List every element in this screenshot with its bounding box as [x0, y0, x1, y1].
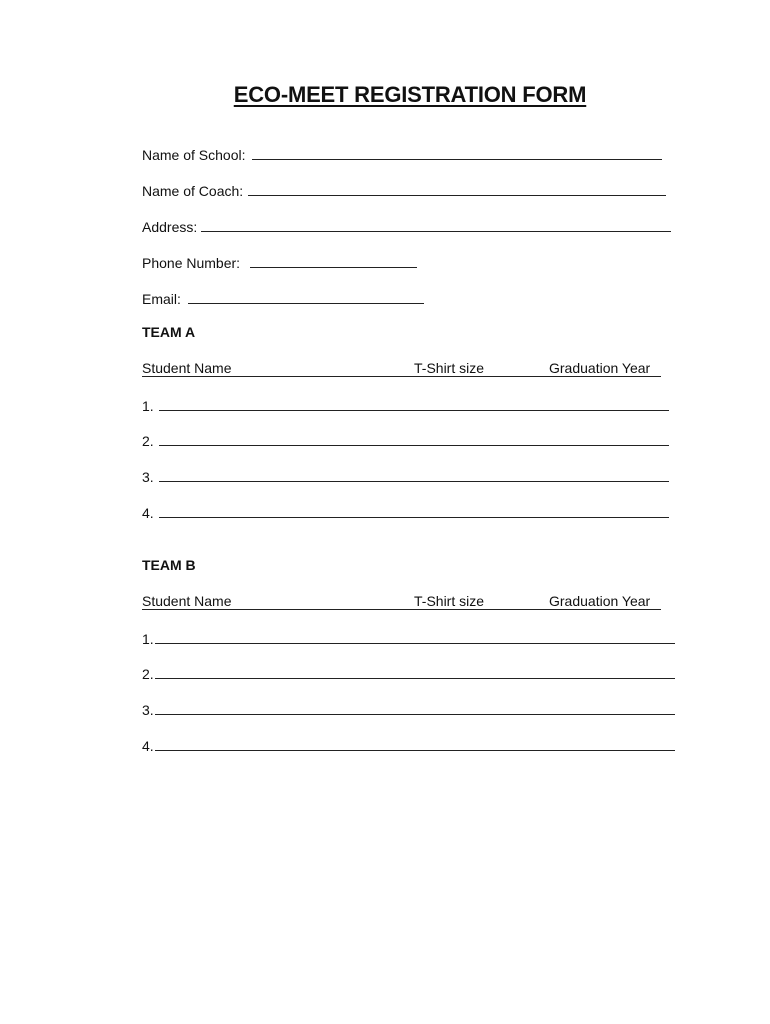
team-b-row-number: 2.	[142, 666, 154, 682]
address-label: Address:	[142, 219, 198, 235]
team-b-row-number: 3.	[142, 702, 154, 718]
team-a-header-underline-3	[549, 375, 661, 377]
phone-blank-line[interactable]	[250, 266, 417, 268]
email-label: Email:	[142, 291, 181, 307]
form-title: ECO-MEET REGISTRATION FORM	[233, 82, 587, 107]
team-a-row-line[interactable]	[159, 444, 669, 446]
coach-field[interactable]	[142, 179, 666, 199]
team-b-row-line[interactable]	[155, 642, 675, 644]
phone-label: Phone Number:	[142, 255, 241, 271]
team-a-row-4[interactable]	[142, 501, 669, 521]
team-a-row-number: 1.	[142, 398, 154, 414]
school-field[interactable]	[142, 143, 662, 163]
coach-label: Name of Coach:	[142, 183, 244, 199]
team-b-heading: TEAM B	[142, 557, 196, 573]
school-blank-line[interactable]	[252, 158, 662, 160]
team-b-row-number: 4.	[142, 738, 154, 754]
team-b-column-headers	[142, 591, 662, 611]
team-b-col-student-name: Student Name	[142, 593, 232, 609]
team-a-row-2[interactable]	[142, 429, 669, 449]
team-a-row-number: 4.	[142, 505, 154, 521]
team-b-row-2[interactable]	[142, 662, 675, 682]
team-a-row-line[interactable]	[159, 480, 669, 482]
team-b-header-underline-2	[414, 608, 549, 610]
team-a-col-tshirt-size: T-Shirt size	[414, 360, 485, 376]
team-a-col-student-name: Student Name	[142, 360, 232, 376]
team-a-row-number: 2.	[142, 433, 154, 449]
address-blank-line[interactable]	[201, 230, 671, 232]
email-field[interactable]	[142, 287, 424, 307]
team-b-row-line[interactable]	[155, 677, 675, 679]
team-a-row-line[interactable]	[159, 409, 669, 411]
team-a-row-line[interactable]	[159, 516, 669, 518]
team-a-col-graduation-year: Graduation Year	[549, 360, 651, 376]
team-a-heading: TEAM A	[142, 324, 196, 340]
email-blank-line[interactable]	[188, 302, 424, 304]
team-b-row-3[interactable]	[142, 698, 675, 718]
phone-field[interactable]	[142, 251, 417, 271]
team-b-row-line[interactable]	[155, 749, 675, 751]
team-a-header-underline-1	[142, 375, 414, 377]
team-b-col-graduation-year: Graduation Year	[549, 593, 651, 609]
team-b-row-1[interactable]	[142, 627, 675, 647]
team-b-row-line[interactable]	[155, 713, 675, 715]
team-a-row-1[interactable]	[142, 394, 669, 414]
team-b-col-tshirt-size: T-Shirt size	[414, 593, 485, 609]
team-b-header-underline-3	[549, 608, 661, 610]
team-b-header-underline-1	[142, 608, 414, 610]
team-a-row-number: 3.	[142, 469, 154, 485]
team-a-header-underline-2	[414, 375, 549, 377]
team-b-row-number: 1.	[142, 631, 154, 647]
coach-blank-line[interactable]	[248, 194, 666, 196]
school-label: Name of School:	[142, 147, 246, 163]
team-b-row-4[interactable]	[142, 734, 675, 754]
team-a-row-3[interactable]	[142, 465, 669, 485]
team-a-column-headers	[142, 358, 662, 378]
address-field[interactable]	[142, 215, 671, 235]
